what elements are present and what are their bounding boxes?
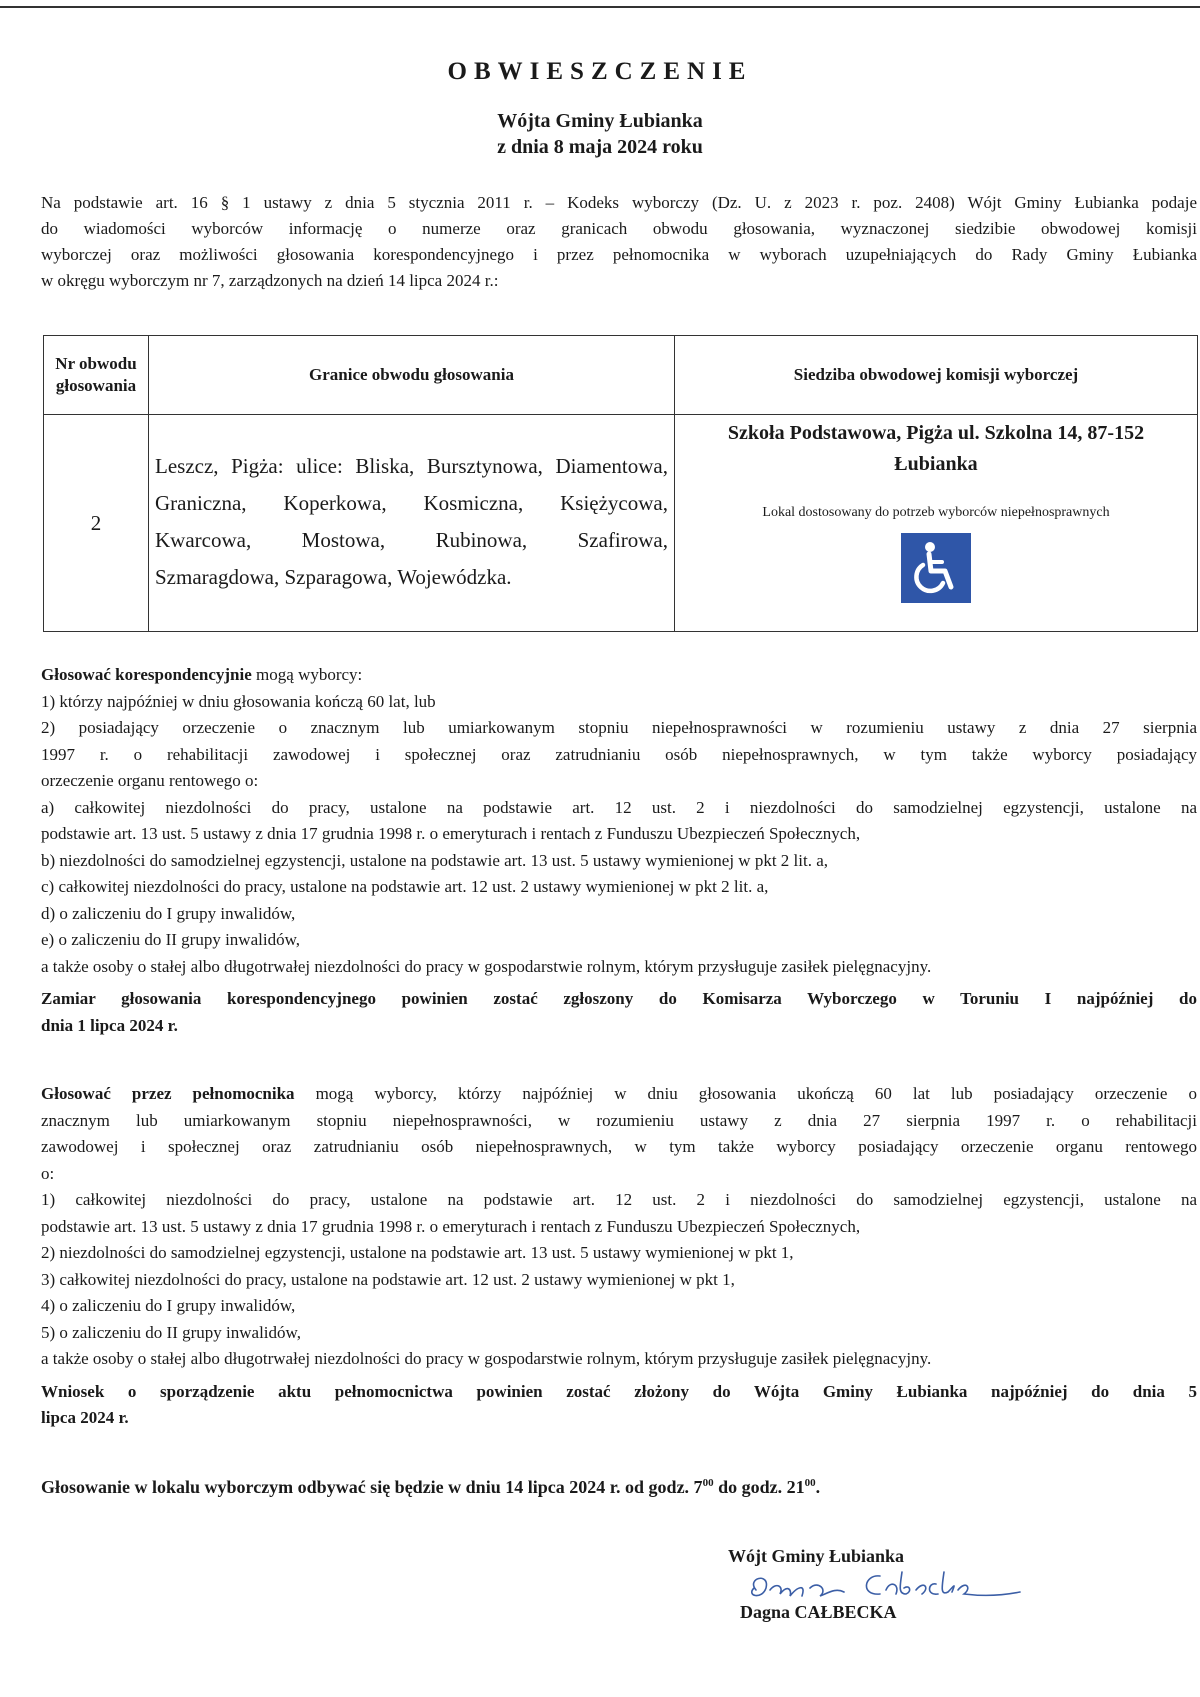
handwritten-signature — [740, 1566, 1040, 1606]
list-item: a także osoby o stałej albo długotrwałej niezdolności do pracy w gospodarstwie rolnym, którym przysługuje zasiłek pielęgnacyjny. — [41, 956, 932, 976]
list-item: znacznym lub umiarkowanym stopniu niepełnosprawności, w rozumieniu ustawy z dnia 27 sierpnia 1997 r. o rehabilitacji — [41, 1110, 1197, 1130]
list-item: 2) posiadający orzeczenie o znacznym lub umiarkowanym stopniu niepełnosprawności w rozumieniu ustawy z dnia 27 sierpnia — [41, 718, 1197, 737]
list-item: orzeczenie organu rentowego o: — [41, 771, 259, 790]
proxy-section — [41, 1081, 1197, 1432]
correspondence-section — [41, 662, 1197, 1039]
intro-line: Na podstawie art. 16 § 1 ustawy z dnia 5 stycznia 2011 r. – Kodeks wyborczy (Dz. U. z 2023 r. poz. 2408) Wójt Gminy Łubianka podaje — [41, 193, 1197, 212]
list-item: e) o zaliczeniu do II grupy inwalidów, — [41, 930, 301, 949]
district-number-cell: 2 — [44, 415, 149, 632]
header-district-borders: Granice obwodu głosowania — [149, 336, 675, 415]
proxy-lead — [41, 1081, 1197, 1108]
header-district-number — [44, 336, 149, 415]
seat-address: Szkoła Podstawowa, Pigża ul. Szkolna 14, 87-152 — [727, 422, 1145, 444]
hours-text: Głosowanie w lokalu wyborczym odbywać się będzie w dniu 14 lipca 2024 r. od godz. 7 — [41, 1477, 703, 1497]
list-item: 1) którzy najpóźniej w dniu głosowania kończą 60 lat, lub — [41, 691, 436, 711]
accessibility-note: Lokal dostosowany do potrzeb wyborców niepełnosprawnych — [762, 505, 1110, 520]
correspondence-deadline: dnia 1 lipca 2024 r. — [41, 1015, 178, 1035]
list-item: o: — [41, 1163, 55, 1183]
date-line: z dnia 8 maja 2024 roku — [497, 136, 703, 158]
list-item: a także osoby o stałej albo długotrwałej niezdolności do pracy w gospodarstwie rolnym, którym przysługuje zasiłek pielęgnacyjny. — [41, 1349, 932, 1368]
notice-title: OBWIESZCZENIE — [447, 58, 753, 85]
list-item: podstawie art. 13 ust. 5 ustawy z dnia 17 grudnia 1998 r. o emeryturach i rentach z Funduszu Ubezpieczeń Społecznych, — [41, 1216, 861, 1236]
issuer-line: Wójta Gminy Łubianka — [497, 110, 703, 132]
top-border-line — [0, 6, 1200, 8]
signature-name: Dagna CAŁBECKA — [740, 1602, 897, 1622]
correspondence-lead — [41, 662, 1197, 689]
intro-paragraph — [41, 190, 1197, 294]
list-item: 4) o zaliczeniu do I grupy inwalidów, — [41, 1296, 296, 1315]
list-item: 5) o zaliczeniu do II grupy inwalidów, — [41, 1322, 301, 1342]
list-item: 1997 r. o rehabilitacji zawodowej i społecznej oraz zatrudnianiu osób niepełnosprawnych, w tym także wyborcy posiadający — [41, 744, 1197, 764]
wheelchair-icon — [901, 533, 971, 603]
hours-text: do godz. 21 — [713, 1477, 805, 1497]
borders-line: Szmaragdowa, Szparagowa, Wojewódzka. — [155, 565, 512, 589]
lead-rest: mogą wyborcy: — [251, 665, 363, 684]
list-item: 1) całkowitej niezdolności do pracy, ustalone na podstawie art. 12 ust. 2 i niezdolności do samodzielnej egzystencji, ustalone na — [41, 1190, 1197, 1209]
list-item: zawodowej i społecznej oraz zatrudnianiu osób niepełnosprawnych, w tym także wyborcy posiadający orzeczenie organu rentowego — [41, 1137, 1197, 1156]
commission-seat-cell — [675, 415, 1198, 632]
seat-town: Łubianka — [894, 453, 978, 475]
header-line: głosowania — [55, 376, 137, 395]
header-line: Nr obwodu — [55, 354, 137, 373]
lead-bold: Głosować korespondencyjnie — [41, 665, 252, 684]
correspondence-deadline: Zamiar głosowania korespondencyjnego powinien zostać zgłoszony do Komisarza Wyborczego w Toruniu I najpóźniej do — [41, 989, 1197, 1008]
list-item: a) całkowitej niezdolności do pracy, ustalone na podstawie art. 12 ust. 2 i niezdolności do samodzielnej egzystencji, ustalone na — [41, 797, 1197, 817]
list-item: d) o zaliczeniu do I grupy inwalidów, — [41, 903, 296, 923]
district-table — [43, 335, 1198, 632]
hours-sup: 00 — [702, 1477, 714, 1489]
district-borders-cell — [149, 415, 675, 632]
list-item: b) niezdolności do samodzielnej egzystencji, ustalone na podstawie art. 13 ust. 5 ustawy wymienionej w pkt 2 lit. a, — [41, 850, 829, 870]
intro-line: do wiadomości wyborców informację o numerze oraz granicach obwodu głosowania, wyznaczonej siedzibie obwodowej komisji — [41, 219, 1197, 238]
signature-title: Wójt Gminy Łubianka — [728, 1546, 905, 1566]
borders-line: Graniczna, Koperkowa, Kosmiczna, Księżycowa, — [155, 491, 668, 515]
lead-rest: mogą wyborcy, którzy najpóźniej w dniu głosowania ukończą 60 lat lub posiadający orzeczenie o — [294, 1084, 1197, 1103]
list-item: podstawie art. 13 ust. 5 ustawy z dnia 17 grudnia 1998 r. o emeryturach i rentach z Funduszu Ubezpieczeń Społecznych, — [41, 824, 861, 843]
list-item: c) całkowitej niezdolności do pracy, ustalone na podstawie art. 12 ust. 2 ustawy wymienionej w pkt 2 lit. a, — [41, 877, 769, 896]
table-row — [44, 415, 1198, 632]
proxy-deadline: Wniosek o sporządzenie aktu pełnomocnictwa powinien zostać złożony do Wójta Gminy Łubianka najpóźniej do dnia 5 — [41, 1381, 1197, 1401]
intro-line: w okręgu wyborczym nr 7, zarządzonych na dzień 14 lipca 2024 r.: — [41, 271, 499, 290]
hours-text: . — [815, 1477, 821, 1497]
lead-bold: Głosować przez pełnomocnika — [41, 1084, 295, 1103]
table-header-row — [44, 336, 1198, 415]
voting-hours — [41, 1470, 1197, 1501]
list-item: 2) niezdolności do samodzielnej egzystencji, ustalone na podstawie art. 13 ust. 5 ustawy wymienionej w pkt 1, — [41, 1243, 794, 1262]
proxy-deadline: lipca 2024 r. — [41, 1408, 129, 1427]
borders-line: Leszcz, Pigża: ulice: Bliska, Bursztynowa, Diamentowa, — [155, 454, 668, 478]
intro-line: wyborczej oraz możliwości głosowania korespondencyjnego i przez pełnomocnika w wyborach uzupełniających do Rady Gminy Łubianka — [41, 245, 1197, 264]
borders-line: Kwarcowa, Mostowa, Rubinowa, Szafirowa, — [155, 528, 668, 552]
header-commission-seat: Siedziba obwodowej komisji wyborczej — [675, 336, 1198, 415]
hours-sup: 00 — [804, 1477, 816, 1489]
list-item: 3) całkowitej niezdolności do pracy, ustalone na podstawie art. 12 ust. 2 ustawy wymienionej w pkt 1, — [41, 1269, 735, 1289]
